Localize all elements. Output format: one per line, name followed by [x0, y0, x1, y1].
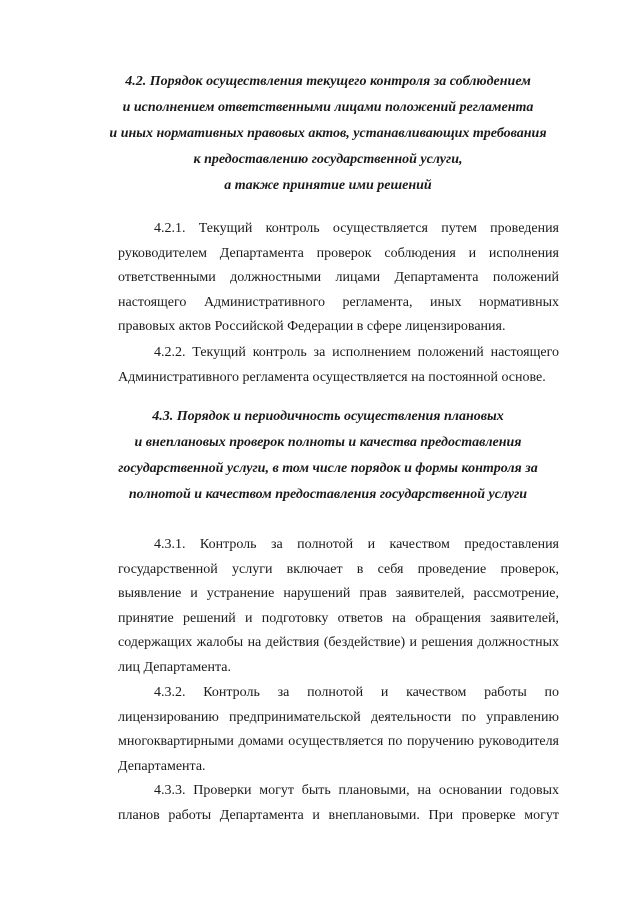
paragraph-4-2-2 — [118, 341, 559, 390]
paragraph-line: содержащих жалобы на действия (бездействие) и решения должностных — [118, 635, 559, 651]
paragraph-line: 4.2.1. Текущий контроль осуществляется путем проведения — [154, 221, 559, 236]
heading-line: а также принятие ими решений — [224, 178, 432, 193]
paragraph-line: 4.3.2. Контроль за полнотой и качеством работы по — [154, 685, 559, 700]
paragraph-line: многоквартирными домами осуществляется по поручению руководителя — [118, 734, 559, 750]
paragraph-line: планов работы Департамента и внеплановыми. При проверке могут — [118, 807, 559, 823]
paragraph-line: выявление и устранение нарушений прав заявителей, рассмотрение, — [118, 586, 559, 602]
section-4-3-heading — [93, 404, 563, 508]
paragraph-line: ответственными должностными лицами Департамента положений — [118, 270, 559, 286]
paragraph-4-2-1 — [118, 217, 559, 340]
paragraph-line: правовых актов Российской Федерации в сфере лицензирования. — [118, 319, 506, 335]
paragraph-line: принятие решений и подготовку ответов на обращения заявителей, — [118, 610, 559, 626]
paragraph-line: 4.3.3. Проверки могут быть плановыми, на основании годовых — [154, 783, 559, 798]
paragraph-4-3-2 — [118, 681, 559, 779]
heading-line: и исполнением ответственными лицами положений регламента — [122, 100, 534, 115]
paragraph-4-3-3 — [118, 779, 559, 828]
heading-line: 4.3. Порядок и периодичность осуществления плановых — [152, 409, 504, 424]
heading-line: 4.2. Порядок осуществления текущего контроля за соблюдением — [125, 74, 531, 89]
paragraph-line: Департамента. — [118, 758, 206, 774]
section-4-2-heading — [93, 69, 563, 199]
paragraph-line: 4.3.1. Контроль за полнотой и качеством предоставления — [154, 537, 559, 552]
paragraph-line: Административного регламента осуществляется на постоянной основе. — [118, 369, 546, 385]
paragraph-line: 4.2.2. Текущий контроль за исполнением положений настоящего — [154, 345, 559, 360]
heading-line: государственной услуги, в том числе порядок и формы контроля за — [118, 461, 538, 476]
paragraph-4-3-1 — [118, 533, 559, 681]
paragraph-line: настоящего Административного регламента, иных нормативных — [118, 294, 559, 310]
heading-line: к предоставлению государственной услуги, — [193, 152, 463, 167]
heading-line: полнотой и качеством предоставления государственной услуги — [128, 487, 528, 502]
paragraph-line: государственной услуги включает в себя проведение проверок, — [118, 561, 559, 577]
paragraph-line: руководителем Департамента проверок соблюдения и исполнения — [118, 245, 559, 261]
paragraph-line: лиц Департамента. — [118, 659, 231, 675]
heading-line: и внеплановых проверок полноты и качества предоставления — [134, 435, 522, 450]
paragraph-line: лицензированию предпринимательской деятельности по управлению — [118, 709, 559, 725]
heading-line: и иных нормативных правовых актов, устанавливающих требования — [109, 126, 547, 141]
